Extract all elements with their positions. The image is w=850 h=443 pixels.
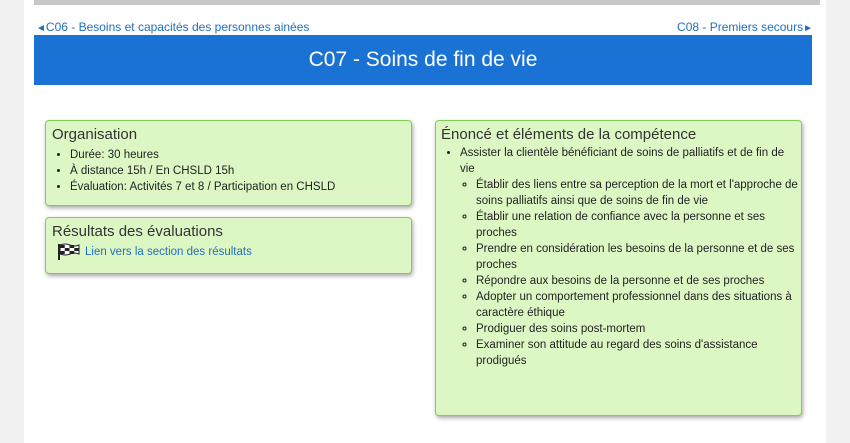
next-course-label: C08 - Premiers secours: [677, 20, 804, 34]
top-divider: [34, 0, 820, 5]
list-item: [460, 145, 801, 369]
list-item: • À distance 15h / En CHSLD 15h: [70, 163, 411, 179]
competence-sub-list: [460, 177, 801, 369]
results-link-row: [46, 240, 411, 261]
competence-list: [436, 145, 801, 369]
list-item: ◦ Établir une relation de confiance avec la personne et ses proches: [476, 209, 801, 241]
organisation-title: Organisation: [52, 126, 138, 143]
left-arrow-icon: ◄: [36, 23, 46, 34]
results-title: Résultats des évaluations: [52, 223, 223, 240]
results-card: [45, 217, 412, 274]
list-item: ◦ Prendre en considération les besoins de la personne et de ses proches: [476, 241, 801, 273]
organisation-card: [45, 120, 412, 206]
list-item: • Durée: 30 heures: [70, 147, 411, 163]
list-item: ◦ Répondre aux besoins de la personne et de ses proches: [476, 273, 801, 289]
right-arrow-icon: ►: [803, 23, 813, 34]
prev-course-label: C06 - Besoins et capacités des personnes ainées: [45, 20, 310, 34]
competence-main-item: Assister la clientèle bénéficiant de soins de palliatifs et de fin de vie: [460, 147, 785, 175]
list-item: ◦ Prodiguer des soins post-mortem: [476, 321, 801, 337]
course-banner: [34, 35, 812, 85]
competence-title: Énoncé et éléments de la compétence: [441, 126, 697, 143]
prev-course-link[interactable]: [36, 20, 309, 34]
list-item: ◦ Adopter un comportement professionnel dans des situations à caractère éthique: [476, 289, 801, 321]
page-title: C07 - Soins de fin de vie: [308, 48, 538, 71]
checkered-flag-icon: [56, 243, 80, 261]
list-item: ◦ Établir des liens entre sa perception de la mort et l'approche de soins palliatifs ainsi que de soins de fin de vie: [476, 177, 801, 209]
page-container: [24, 0, 826, 443]
next-course-link[interactable]: [677, 20, 813, 34]
results-section-link[interactable]: Lien vers la section des résultats: [85, 246, 252, 258]
competence-card: [435, 120, 802, 416]
list-item: • Évaluation: Activités 7 et 8 / Participation en CHSLD: [70, 179, 411, 195]
organisation-list: [46, 147, 411, 195]
list-item: ◦ Examiner son attitude au regard des soins d'assistance prodigués: [476, 337, 801, 369]
